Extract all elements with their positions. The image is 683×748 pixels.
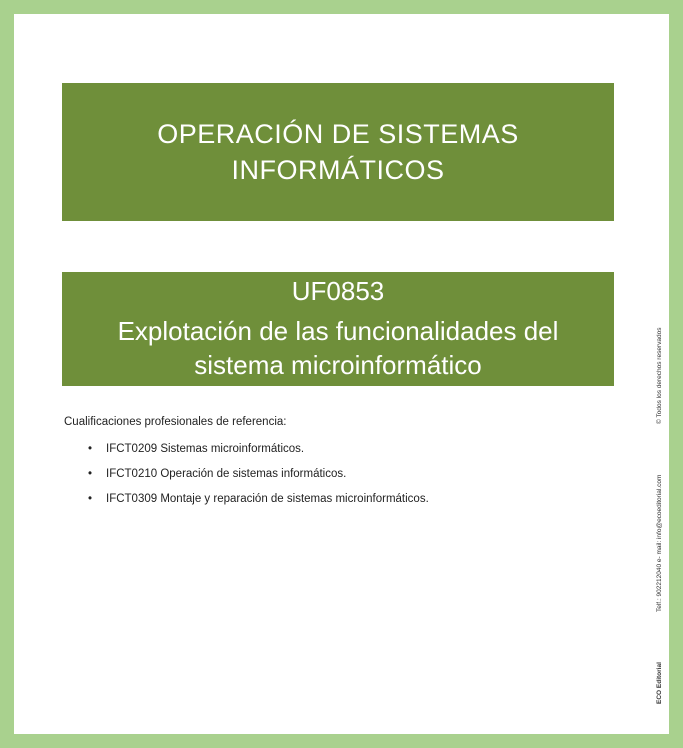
unit-banner	[62, 272, 614, 386]
document-page	[14, 14, 669, 734]
unit-title-line-1: Explotación de las funcionalidades del	[117, 316, 559, 346]
title-line-1: OPERACIÓN DE SISTEMAS	[157, 119, 519, 149]
bullet-icon: •	[88, 443, 93, 455]
title-line-2: INFORMÁTICOS	[231, 155, 445, 185]
unit-code: UF0853	[291, 276, 385, 306]
rights-notice: © Todos los derechos reservados	[656, 327, 663, 424]
title-banner	[62, 83, 614, 221]
qualification-item	[64, 467, 604, 481]
qualification-text: IFCT0209 Sistemas microinformáticos.	[106, 443, 305, 455]
qualification-text: IFCT0309 Montaje y reparación de sistemas microinformáticos.	[106, 493, 429, 505]
unit-title-line-2: sistema microinformático	[194, 350, 482, 380]
qualification-text: IFCT0210 Operación de sistemas informáticos.	[106, 468, 347, 480]
qualifications-list	[64, 442, 604, 506]
bullet-icon: •	[88, 468, 93, 480]
qualifications-section	[64, 416, 604, 517]
qualifications-heading: Cualificaciones profesionales de referencia:	[64, 416, 287, 428]
qualification-item	[64, 492, 604, 506]
publisher-name: ECO Editorial	[656, 662, 663, 704]
bullet-icon: •	[88, 493, 93, 505]
contact-info: Telf.: 902212040 e- mail: info@ecoeditorial.com	[656, 474, 663, 612]
unit-title	[62, 314, 614, 382]
qualification-item	[64, 442, 604, 456]
